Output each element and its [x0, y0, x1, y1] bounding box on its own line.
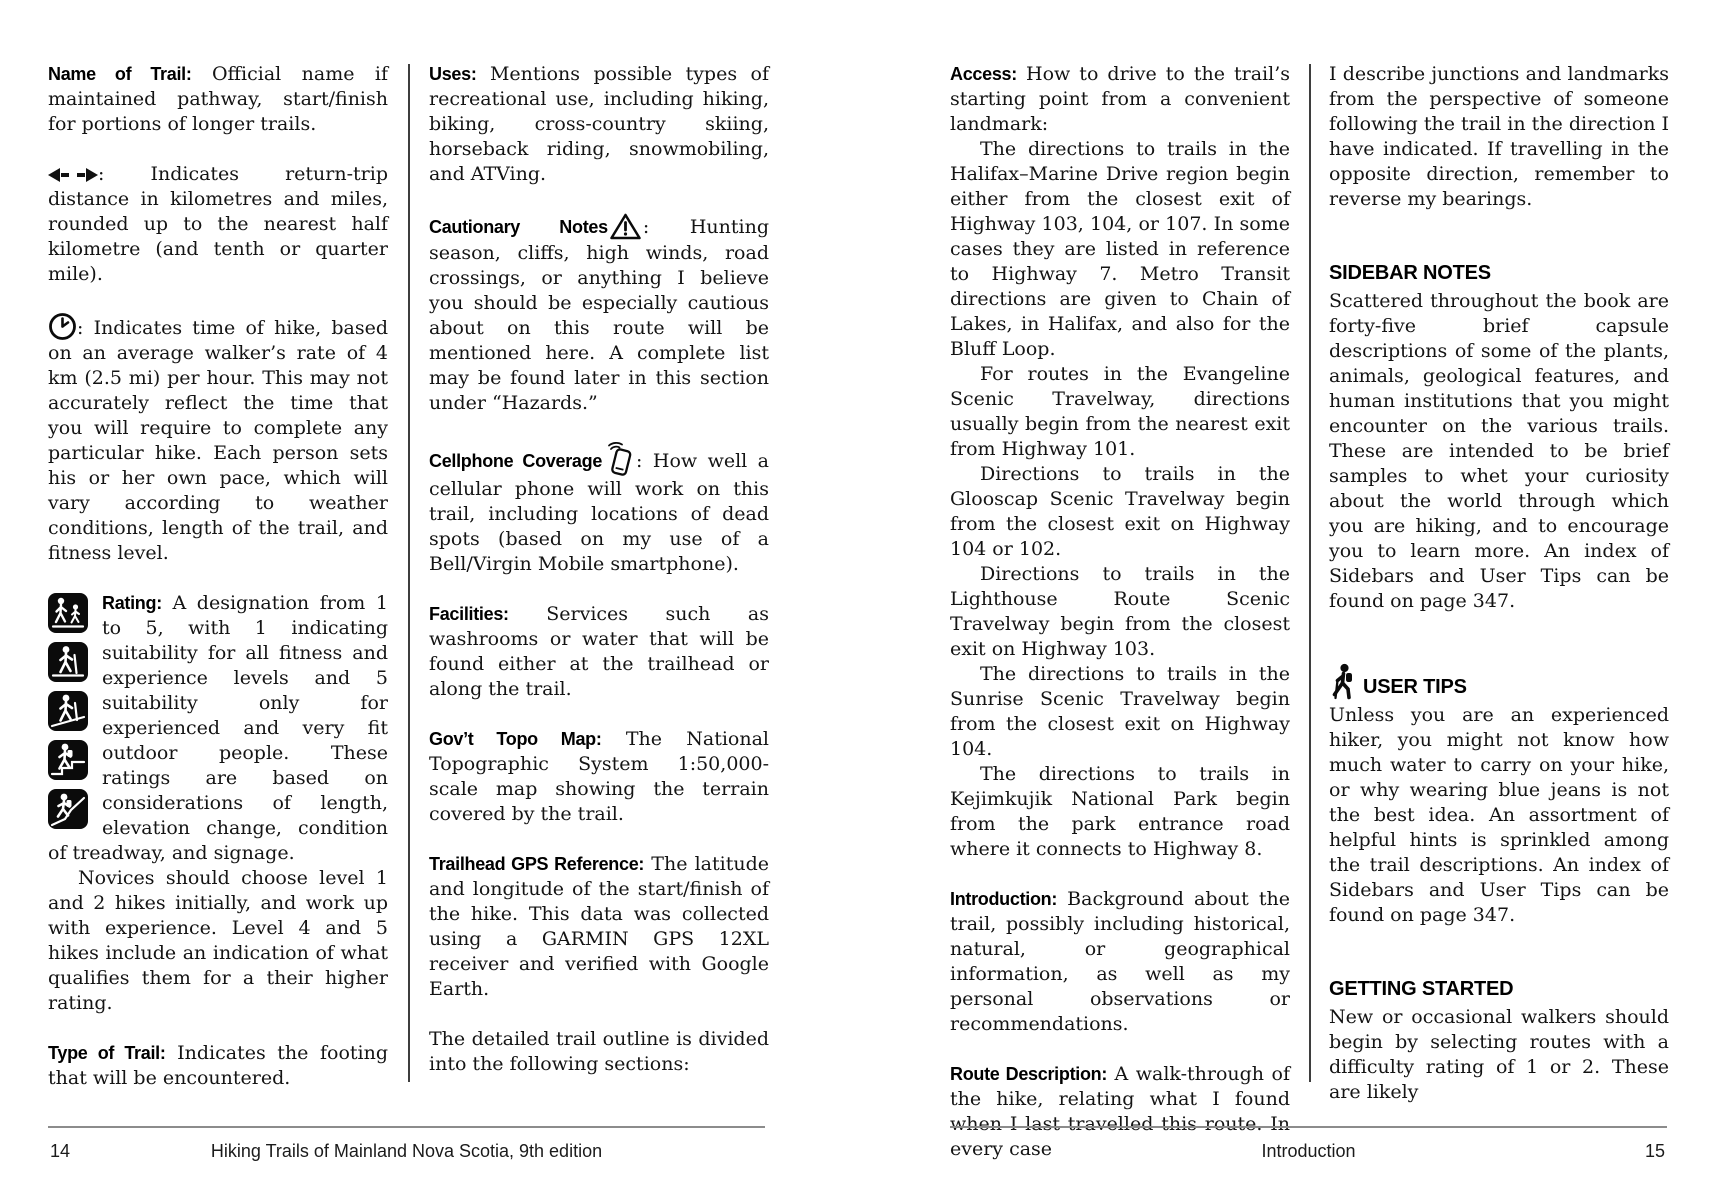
page14-footer-title: Hiking Trails of Mainland Nova Scotia, 9th edition [210, 1141, 603, 1161]
page15-column-1 [950, 62, 1290, 1187]
uses-entry: Uses: Mentions possible types of recreational use, including hiking, biking, cross-country skiing, horseback riding, snowmobiling, and ATVing. [429, 63, 769, 185]
rating-level-2-icon [48, 642, 88, 682]
duration-entry [48, 312, 388, 566]
clock-icon [48, 312, 77, 341]
gps-reference-label: Trailhead GPS Reference: [429, 854, 645, 874]
rating-level-1-icon [48, 593, 88, 633]
type-of-trail-label: Type of Trail: [48, 1043, 166, 1063]
name-of-trail-text: Official name if maintained pathway, start/finish for portions of longer trails. [48, 63, 388, 135]
sidebar-notes-text: Scattered throughout the book are forty-five brief capsule descriptions of some of the plants, animals, geological features, and human institutions that you might encounter on the various trails. These are intended to be brief samples to whet your curiosity about the world through which you are hiking, and to encourage you to learn more. An index of Sidebars and User Tips can be found on page 347. [1329, 290, 1669, 612]
getting-started-heading: GETTING STARTED [1329, 978, 1514, 1000]
sidebar-notes-heading: SIDEBAR NOTES [1329, 262, 1491, 284]
cellphone-coverage-label: Cellphone Coverage [429, 451, 603, 471]
cellphone-icon [603, 441, 635, 477]
cellphone-coverage-entry: Cellphone Coverage : How well a cellular phone will work on this trail, including locations of dead spots (based on my use of a Bell/Virgin Mobile smartphone). [429, 441, 769, 577]
page15-footer [950, 1126, 1667, 1162]
rating-level-3-icon [48, 691, 88, 731]
access-paragraph: For routes in the Evangeline Scenic Travelway, directions usually begin from the nearest exit from Highway 101. [950, 363, 1290, 460]
page14-number: 14 [50, 1141, 71, 1161]
access-label: Access: [950, 64, 1017, 84]
page15-footer-title: Introduction [1261, 1141, 1356, 1161]
rating-level-4-icon [48, 740, 88, 780]
page14-footer [48, 1126, 765, 1162]
hiker-icon [1329, 663, 1357, 700]
user-tips-heading: USER TIPS [1363, 676, 1467, 698]
access-paragraph: The directions to trails in the Halifax–Marine Drive region begin either from the closest exit of Highway 103, 104, or 107. In some cases they are listed in reference to Highway 7. Metro Transit directions are given to Chain of Lakes, in Halifax, and also for the Bluff Loop. [950, 138, 1290, 360]
return-trip-arrow-icon [48, 168, 98, 182]
page15-number: 15 [1644, 1141, 1665, 1161]
access-entry: Access: How to drive to the trail’s starting point from a convenient landmark: [950, 63, 1290, 135]
page14-column-2 [429, 62, 769, 1102]
user-tips-heading-row [1329, 663, 1669, 700]
route-description-entry: Route Description: A walk-through of the hike, relating what I found when I last travelled this route. In every case [950, 1063, 1290, 1160]
type-of-trail-text: Indicates the footing that will be encountered. [48, 1042, 389, 1089]
name-of-trail-label: Name of Trail: [48, 64, 192, 84]
introduction-label: Introduction: [950, 889, 1058, 909]
uses-label: Uses: [429, 64, 477, 84]
page15-column-divider [1309, 64, 1311, 1082]
route-description-continuation: I describe junctions and landmarks from the perspective of someone following the trail in the direction I have indicated. If travelling in the opposite direction, remember to reverse my bearings. [1329, 63, 1669, 210]
rating-entry [48, 591, 388, 1016]
user-tips-text: Unless you are an experienced hiker, you might not know how much water to carry on your hike, or why wearing blue jeans is not the best idea. An assortment of helpful hints is sprinkled among the trail descriptions. An index of Sidebars and User Tips can be found on page 347. [1329, 704, 1669, 926]
rating-text-2: Novices should choose level 1 and 2 hikes initially, and work up with experience. Level 4 and 5 hikes include an indication of what qualifies them for a their higher rating. [48, 867, 388, 1014]
rating-text: Rating: A designation from 1 to 5, with 1 indicating suitability for all fitness and experience levels and 5 suitability only for experienced and very fit outdoor people. These ratings are based on considerations of length, elevation change, condition of treadway, and signage. [48, 592, 388, 864]
name-of-trail-entry [48, 62, 388, 137]
gps-reference-entry: Trailhead GPS Reference: The latitude and longitude of the start/finish of the hike. This data was collected using a GARMIN GPS 12XL receiver and verified with Google Earth. [429, 853, 770, 1000]
distance-entry [48, 162, 388, 287]
access-paragraph: Directions to trails in the Lighthouse Route Scenic Travelway begin from the closest exit on Highway 103. [950, 563, 1290, 660]
facilities-entry: Facilities: Services such as washrooms or water that will be found either at the trailhead or along the trail. [429, 603, 769, 700]
access-paragraph: The directions to trails in the Sunrise Scenic Travelway begin from the closest exit on Highway 104. [950, 663, 1290, 760]
facilities-label: Facilities: [429, 604, 509, 624]
duration-text: : Indicates time of hike, based on an average walker’s rate of 4 km (2.5 mi) per hour. This may not accurately reflect the time that you will require to complete any particular hike. Each person sets his or her own pace, which will vary according to weather conditions, length of the trail, and fitness level. [48, 317, 388, 564]
route-description-label: Route Description: [950, 1064, 1108, 1084]
page14-column-1 [48, 62, 388, 1116]
warning-triangle-icon [609, 212, 642, 241]
rating-icons [48, 593, 88, 838]
rating-level-5-icon [48, 789, 88, 829]
rating-label: Rating: [102, 593, 162, 613]
page14-column-divider [408, 64, 410, 1082]
access-paragraph: The directions to trails in Kejimkujik National Park begin from the park entrance road where it connects to Highway 8. [950, 763, 1290, 860]
topo-map-entry: Gov’t Topo Map: The National Topographic System 1:50,000-scale map showing the terrain covered by the trail. [429, 728, 769, 825]
type-of-trail-entry [48, 1041, 388, 1091]
access-paragraph: Directions to trails in the Glooscap Scenic Travelway begin from the closest exit on Highway 104 or 102. [950, 463, 1290, 560]
introduction-entry: Introduction: Background about the trail, possibly including historical, natural, or geographical information, as well as my personal observations or recommendations. [950, 888, 1290, 1035]
cautionary-notes-label: Cautionary Notes [429, 217, 608, 237]
outline-note: The detailed trail outline is divided into the following sections: [429, 1028, 769, 1075]
topo-map-label: Gov’t Topo Map: [429, 729, 602, 749]
cautionary-notes-entry: Cautionary Notes : Hunting season, cliffs, high winds, road crossings, or anything I believe you should be especially cautious about on this route will be mentioned here. A complete list may be found later in this section under “Hazards.” [429, 212, 769, 416]
page15-column-2 [1329, 62, 1669, 1105]
getting-started-text: New or occasional walkers should begin by selecting routes with a difficulty rating of 1 or 2. These are likely [1329, 1006, 1669, 1103]
distance-text: : Indicates return-trip distance in kilometres and miles, rounded up to the nearest half kilometre (and tenth or quarter mile). [48, 163, 388, 285]
